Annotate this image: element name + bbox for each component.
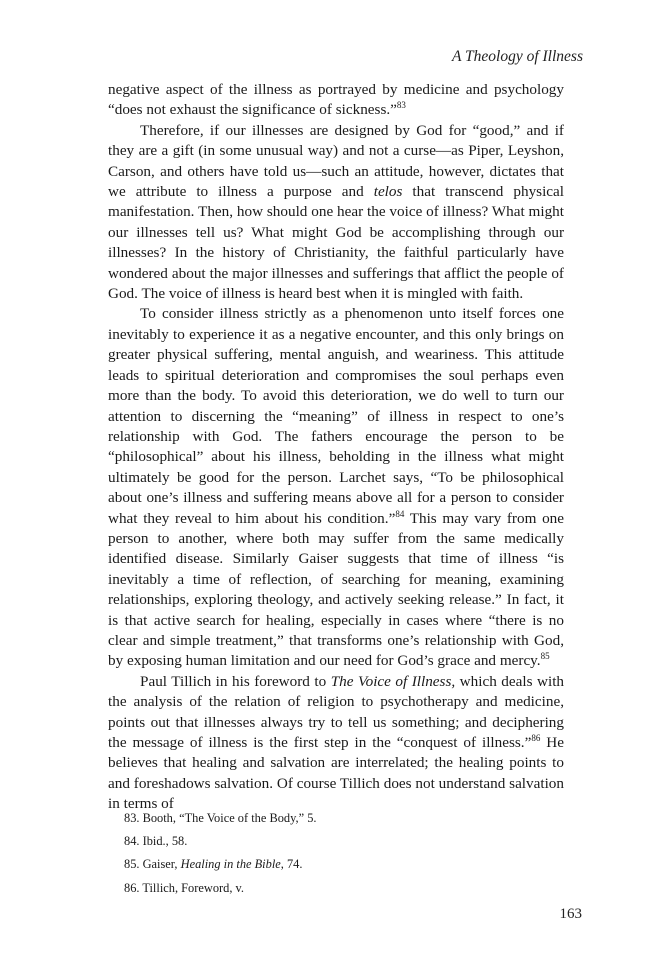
footnote-ref[interactable]: 84 [395,508,405,519]
footnote-text: , 74. [280,857,303,872]
page-number: 163 [559,906,582,922]
footnotes [124,807,564,900]
footnote-text: 85. Gaiser, [124,857,181,872]
footnote-ref[interactable]: 85 [540,651,550,662]
footnote: 83. Booth, “The Voice of the Body,” 5. [124,811,317,825]
footnote: 86. Tillich, Foreword, v. [124,880,245,895]
paragraph-text: To consider illness strictly as a phenomenon unto itself forces one inevitably to experience it as a negative encounter, and this only brings on greater physical suffering, mental anguish, and weariness. This attitude leads to spiritual deterioration and compromises the soul perhaps even more than the body. To avoid this deterioration, we do well to turn our attention to discerning the “meaning” of illness in respect to one’s relationship with God. The fathers encourage the person to be “philosophical” about his illness, beholding in the illness what might ultimately be good for the person. Larchet says, “To be philosophical about one’s illness and suffering means above all for a person to consider what they reveal to him about his condition.” [108,305,564,527]
paragraph [108,80,564,121]
paragraph-text: Therefore, if our illnesses are designed by God for “good,” and if they are a gift (in some unusual way) and not a curse—as Piper, Leyshon, Carson, and others have told us—such an attitude, however, dictates that we attribute to illness a purpose and [108,121,564,201]
paragraph-text: This may vary from one person to another, where both may suffer from the same medically identified disease. Similarly Gaiser suggests that time of illness “is inevitably a time of reflection, of searching for meaning, examining relationships, exploring theology, and actively seeking release.” In fact, it is that active search for healing, especially in cases where “there is no clear and simple treatment,” that transforms one’s relationship with God, by exposing human limitation and our need for God’s grace and mercy. [108,509,565,670]
footnote-ref[interactable]: 86 [531,733,541,743]
paragraph-text: Paul Tillich in his foreword to [140,672,331,690]
paragraph [108,121,564,305]
footnote-book-title: Healing in the Bible [180,857,281,872]
paragraph-text: which deals with the analysis of the relation of religion to psychotherapy and medicine, points out that illnesses always try to tell us something; and deciphering the message of illness is the first step in the “conquest of illness.” [108,672,565,751]
body-text [108,80,564,815]
running-head: A Theology of Illness [451,48,583,65]
paragraph-text: that transcend physical manifestation. Then, how should one hear the voice of illness? What might our illnesses tell us? What might God be accomplishing through our illnesses? In the history of Christianity, the faithful particularly have wondered about the major illnesses and sufferings that afflict the people of God. The voice of illness is heard best when it is mingled with faith. [108,183,564,303]
footnote: 84. Ibid., 58. [124,834,188,849]
paragraph [108,304,564,671]
footnote [124,853,564,876]
paragraph-text: He believes that healing and salvation are interrelated; the healing points to and foreshadows salvation. Of course Tillich does not understand salvation in terms of [108,734,564,813]
paragraph-text: negative aspect of the illness as portrayed by medicine and psychology “does not exhaust the significance of sickness.” [108,81,564,119]
footnote-ref[interactable]: 83 [396,100,406,111]
italic-term: telos [373,183,403,201]
paragraph [108,672,564,815]
book-title: The Voice of Illness, [330,672,456,690]
